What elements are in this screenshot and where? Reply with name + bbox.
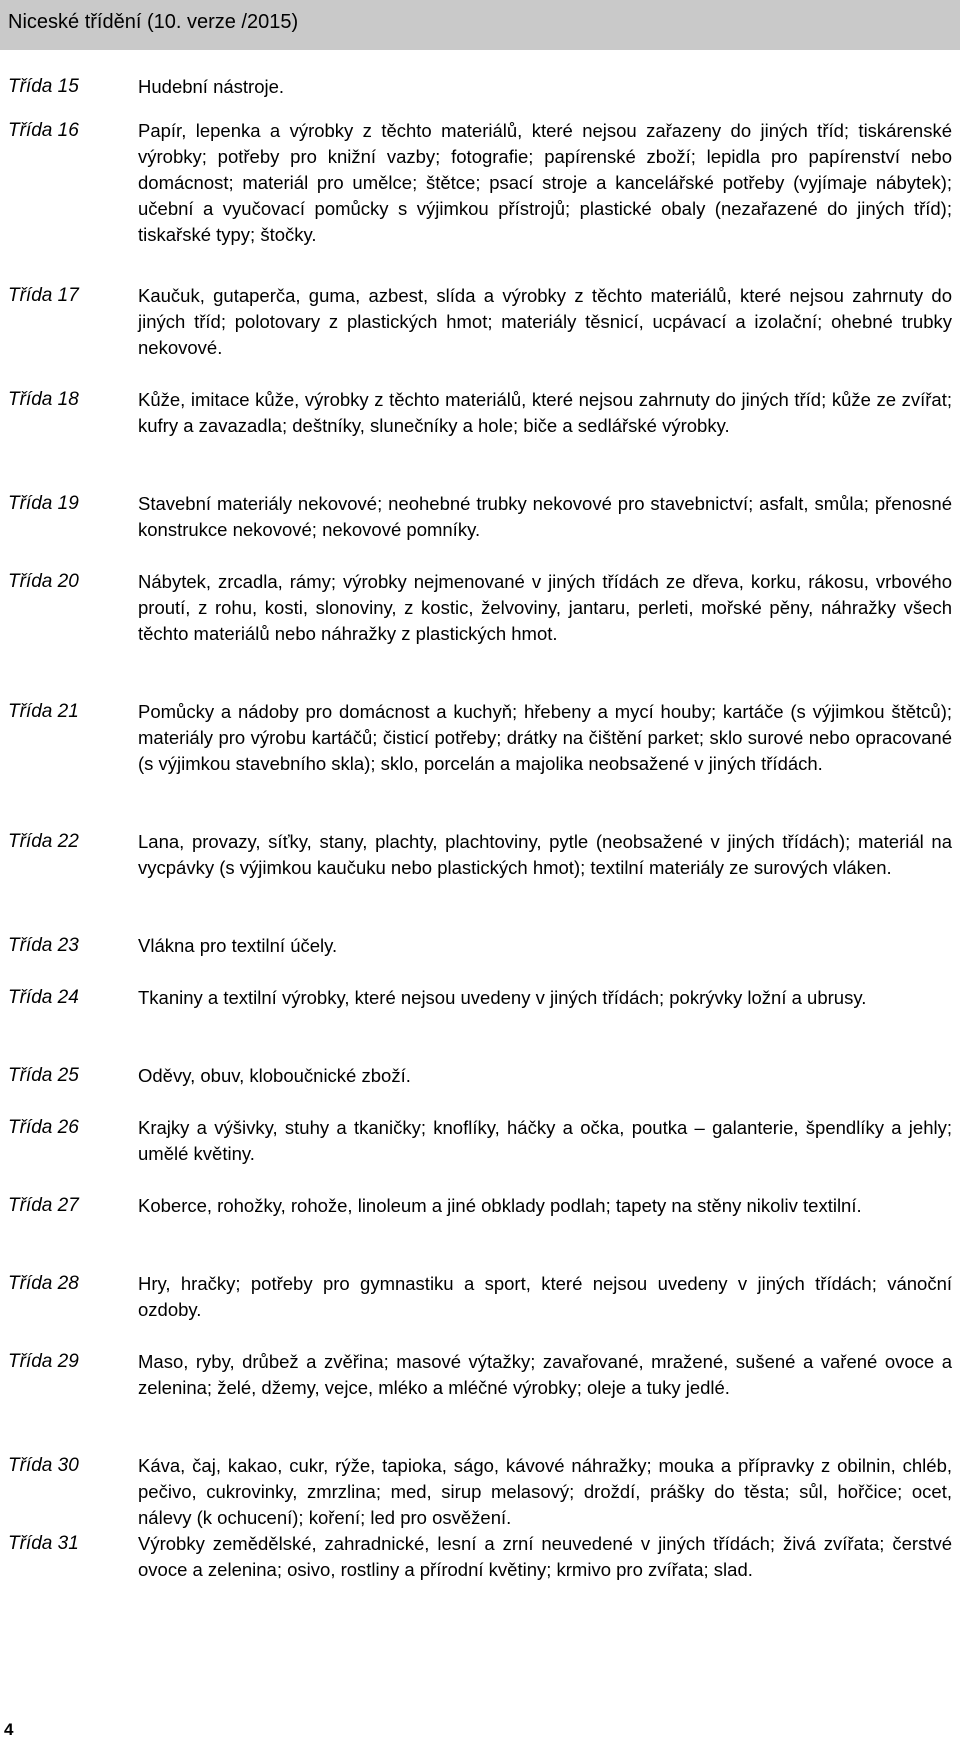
class-label: Třída 17 <box>8 285 79 306</box>
class-description: Koberce, rohožky, rohože, linoleum a jiné obklady podlah; tapety na stěny nikoliv textilní. <box>138 1195 862 1216</box>
class-description: Krajky a výšivky, stuhy a tkaničky; knoflíky, háčky a očka, poutka – galanterie, špendlíky a jehly; umělé květiny. <box>138 1117 952 1164</box>
class-label: Třída 29 <box>8 1351 79 1372</box>
class-description: Hry, hračky; potřeby pro gymnastiku a sport, které nejsou uvedeny v jiných třídách; vánoční ozdoby. <box>138 1273 952 1320</box>
class-description: Výrobky zemědělské, zahradnické, lesní a zrní neuvedené v jiných třídách; živá zvířata; čerstvé ovoce a zelenina; osivo, rostliny a přírodní květiny; krmivo pro zvířata; slad. <box>138 1533 952 1580</box>
class-description: Kůže, imitace kůže, výrobky z těchto materiálů, které nejsou zahrnuty do jiných tříd; kůže ze zvířat; kufry a zavazadla; deštníky, slunečníky a hole; biče a sedlářské výrobky. <box>138 389 952 436</box>
class-label: Třída 28 <box>8 1273 79 1294</box>
class-label: Třída 16 <box>8 120 79 141</box>
class-label: Třída 18 <box>8 389 79 410</box>
class-description: Káva, čaj, kakao, cukr, rýže, tapioka, ságo, kávové náhražky; mouka a přípravky z obilnin, chléb, pečivo, cukrovinky, zmrzlina; med, sirup melasový; droždí, prášky do těsta; sůl, hořčice; ocet, nálevy (k ochucení); koření; led pro osvěžení. <box>138 1455 952 1528</box>
class-label: Třída 21 <box>8 701 79 722</box>
class-label: Třída 15 <box>8 76 79 97</box>
class-description: Nábytek, zrcadla, rámy; výrobky nejmenované v jiných třídách ze dřeva, korku, rákosu, vrbového proutí, z rohu, kosti, slonoviny, z kostic, želvoviny, jantaru, perleti, mořské pěny, náhražky všech těchto materiálů nebo náhražky z plastických hmot. <box>138 571 952 644</box>
class-label: Třída 31 <box>8 1533 79 1554</box>
class-description: Stavební materiály nekovové; neohebné trubky nekovové pro stavebnictví; asfalt, smůla; přenosné konstrukce nekovové; nekovové pomníky. <box>138 493 952 540</box>
class-label: Třída 25 <box>8 1065 79 1086</box>
class-description: Tkaniny a textilní výrobky, které nejsou uvedeny v jiných třídách; pokrývky ložní a ubrusy. <box>138 987 867 1008</box>
document-title: Niceské třídění (10. verze /2015) <box>8 11 299 33</box>
class-description: Kaučuk, gutaperča, guma, azbest, slída a výrobky z těchto materiálů, které nejsou zahrnuty do jiných tříd; polotovary z plastických hmot; materiály těsnicí, ucpávací a izolační; ohebné trubky nekovové. <box>138 285 952 358</box>
class-description: Pomůcky a nádoby pro domácnost a kuchyň; hřebeny a mycí houby; kartáče (s výjimkou štětců); materiály pro výrobu kartáčů; čisticí potřeby; drátky na čištění parket; sklo surové nebo opracované (s výjimkou stavebního skla); sklo, porcelán a majolika neobsažené v jiných třídách. <box>138 701 952 774</box>
class-description: Hudební nástroje. <box>138 76 285 97</box>
class-description: Vlákna pro textilní účely. <box>138 935 338 956</box>
class-label: Třída 24 <box>8 987 79 1008</box>
class-description: Lana, provazy, síťky, stany, plachty, plachtoviny, pytle (neobsažené v jiných třídách); materiál na vycpávky (s výjimkou kaučuku nebo plastických hmot); textilní materiály ze surových vláken. <box>138 831 952 878</box>
class-label: Třída 23 <box>8 935 79 956</box>
class-label: Třída 22 <box>8 831 79 852</box>
class-label: Třída 30 <box>8 1455 79 1476</box>
document-header <box>0 0 960 50</box>
class-description: Papír, lepenka a výrobky z těchto materiálů, které nejsou zařazeny do jiných tříd; tiskárenské výrobky; potřeby pro knižní vazby; fotografie; papírenské zboží; lepidla pro papírenství nebo domácnost; materiál pro umělce; štětce; psací stroje a kancelářské potřeby (vyjímaje nábytek); učební a vyučovací pomůcky s výjimkou přístrojů; plastické obaly (nezařazené do jiných tříd); tiskařské typy; štočky. <box>138 120 952 245</box>
class-description: Oděvy, obuv, kloboučnické zboží. <box>138 1065 411 1086</box>
class-label: Třída 26 <box>8 1117 79 1138</box>
class-label: Třída 27 <box>8 1195 79 1216</box>
class-label: Třída 19 <box>8 493 79 514</box>
page-number: 4 <box>4 1720 14 1739</box>
class-label: Třída 20 <box>8 571 79 592</box>
class-description: Maso, ryby, drůbež a zvěřina; masové výtažky; zavařované, mražené, sušené a vařené ovoce a zelenina; želé, džemy, vejce, mléko a mléčné výrobky; oleje a tuky jedlé. <box>138 1351 952 1398</box>
